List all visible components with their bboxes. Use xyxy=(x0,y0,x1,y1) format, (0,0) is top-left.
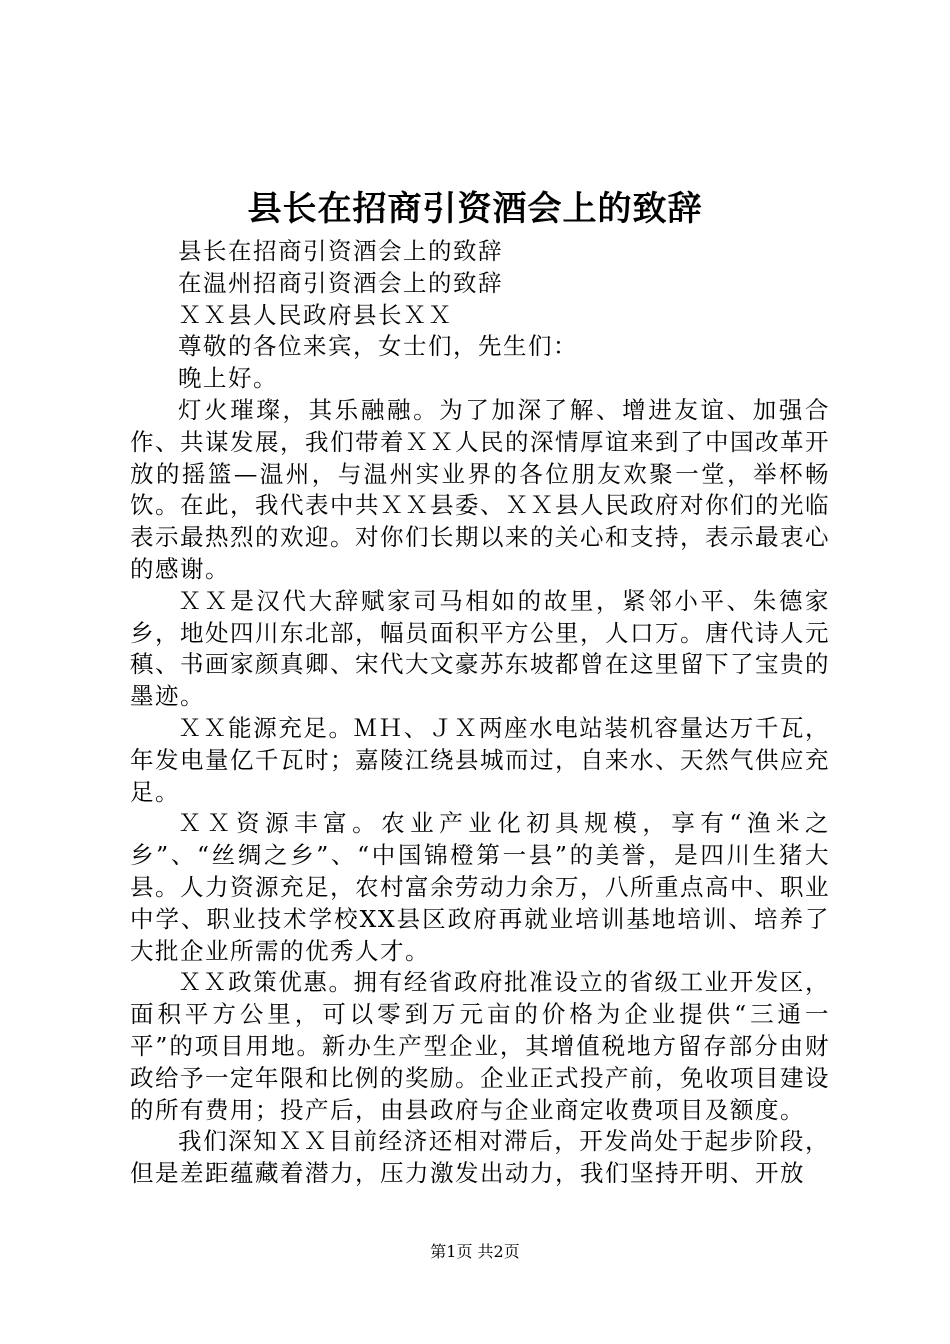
paragraph: ＸＸ资源丰富。农业产业化初具规模，享有“渔米之乡”、“丝绸之乡”、“中国锦橙第一县”的美誉，是四川生猪大县。人力资源充足，农村富余劳动力余万，八所重点高中、职业中学、职业技术学校XX县区政府再就业培训基地培训、培养了大批企业所需的优秀人才。 xyxy=(130,809,830,965)
paragraph: 在温州招商引资酒会上的致辞 xyxy=(178,268,503,297)
document-body xyxy=(130,236,830,1190)
page-footer: 第1页 共2页 xyxy=(430,1242,520,1261)
paragraph: ＸＸ能源充足。ＭＨ、ＪＸ两座水电站装机容量达万千瓦，年发电量亿千瓦时；嘉陵江绕县城而过，自来水、天然气供应充足。 xyxy=(130,713,830,806)
paragraph: 县长在招商引资酒会上的致辞 xyxy=(178,237,503,265)
paragraph: 我们深知ＸＸ目前经济还相对滞后，开发尚处于起步阶段，但是差距蕴藏着潜力，压力激发出动力，我们坚持开明、开放 xyxy=(130,1127,830,1188)
paragraph: ＸＸ政策优惠。拥有经省政府批准设立的省级工业开发区，面积平方公里，可以零到万元亩的价格为企业提供“三通一平”的项目用地。新办生产型企业，其增值税地方留存部分由财政给予一定年限和比例的奖励。企业正式投产前，免收项目建设的所有费用；投产后，由县政府与企业商定收费项目及额度。 xyxy=(130,968,830,1124)
document-title: 县长在招商引资酒会上的致辞 xyxy=(247,189,703,229)
paragraph: 晚上好。 xyxy=(178,364,278,393)
paragraph: ＸＸ是汉代大辞赋家司马相如的故里，紧邻小平、朱德家乡，地处四川东北部，幅员面积平方公里，人口万。唐代诗人元稹、书画家颜真卿、宋代大文豪苏东坡都曾在这里留下了宝贵的墨迹。 xyxy=(130,586,830,711)
paragraph: 灯火璀璨，其乐融融。为了加深了解、增进友谊、加强合作、共谋发展，我们带着ＸＸ人民的深情厚谊来到了中国改革开放的摇篮—温州，与温州实业界的各位朋友欢聚一堂，举杯畅饮。在此，我代表中共ＸＸ县委、ＸＸ县人民政府对你们的光临表示最热烈的欢迎。对你们长期以来的关心和支持，表示最衷心的感谢。 xyxy=(130,395,830,583)
paragraph: ＸＸ县人民政府县长ＸＸ xyxy=(178,300,453,329)
paragraph: 尊敬的各位来宾，女士们，先生们： xyxy=(178,332,578,361)
